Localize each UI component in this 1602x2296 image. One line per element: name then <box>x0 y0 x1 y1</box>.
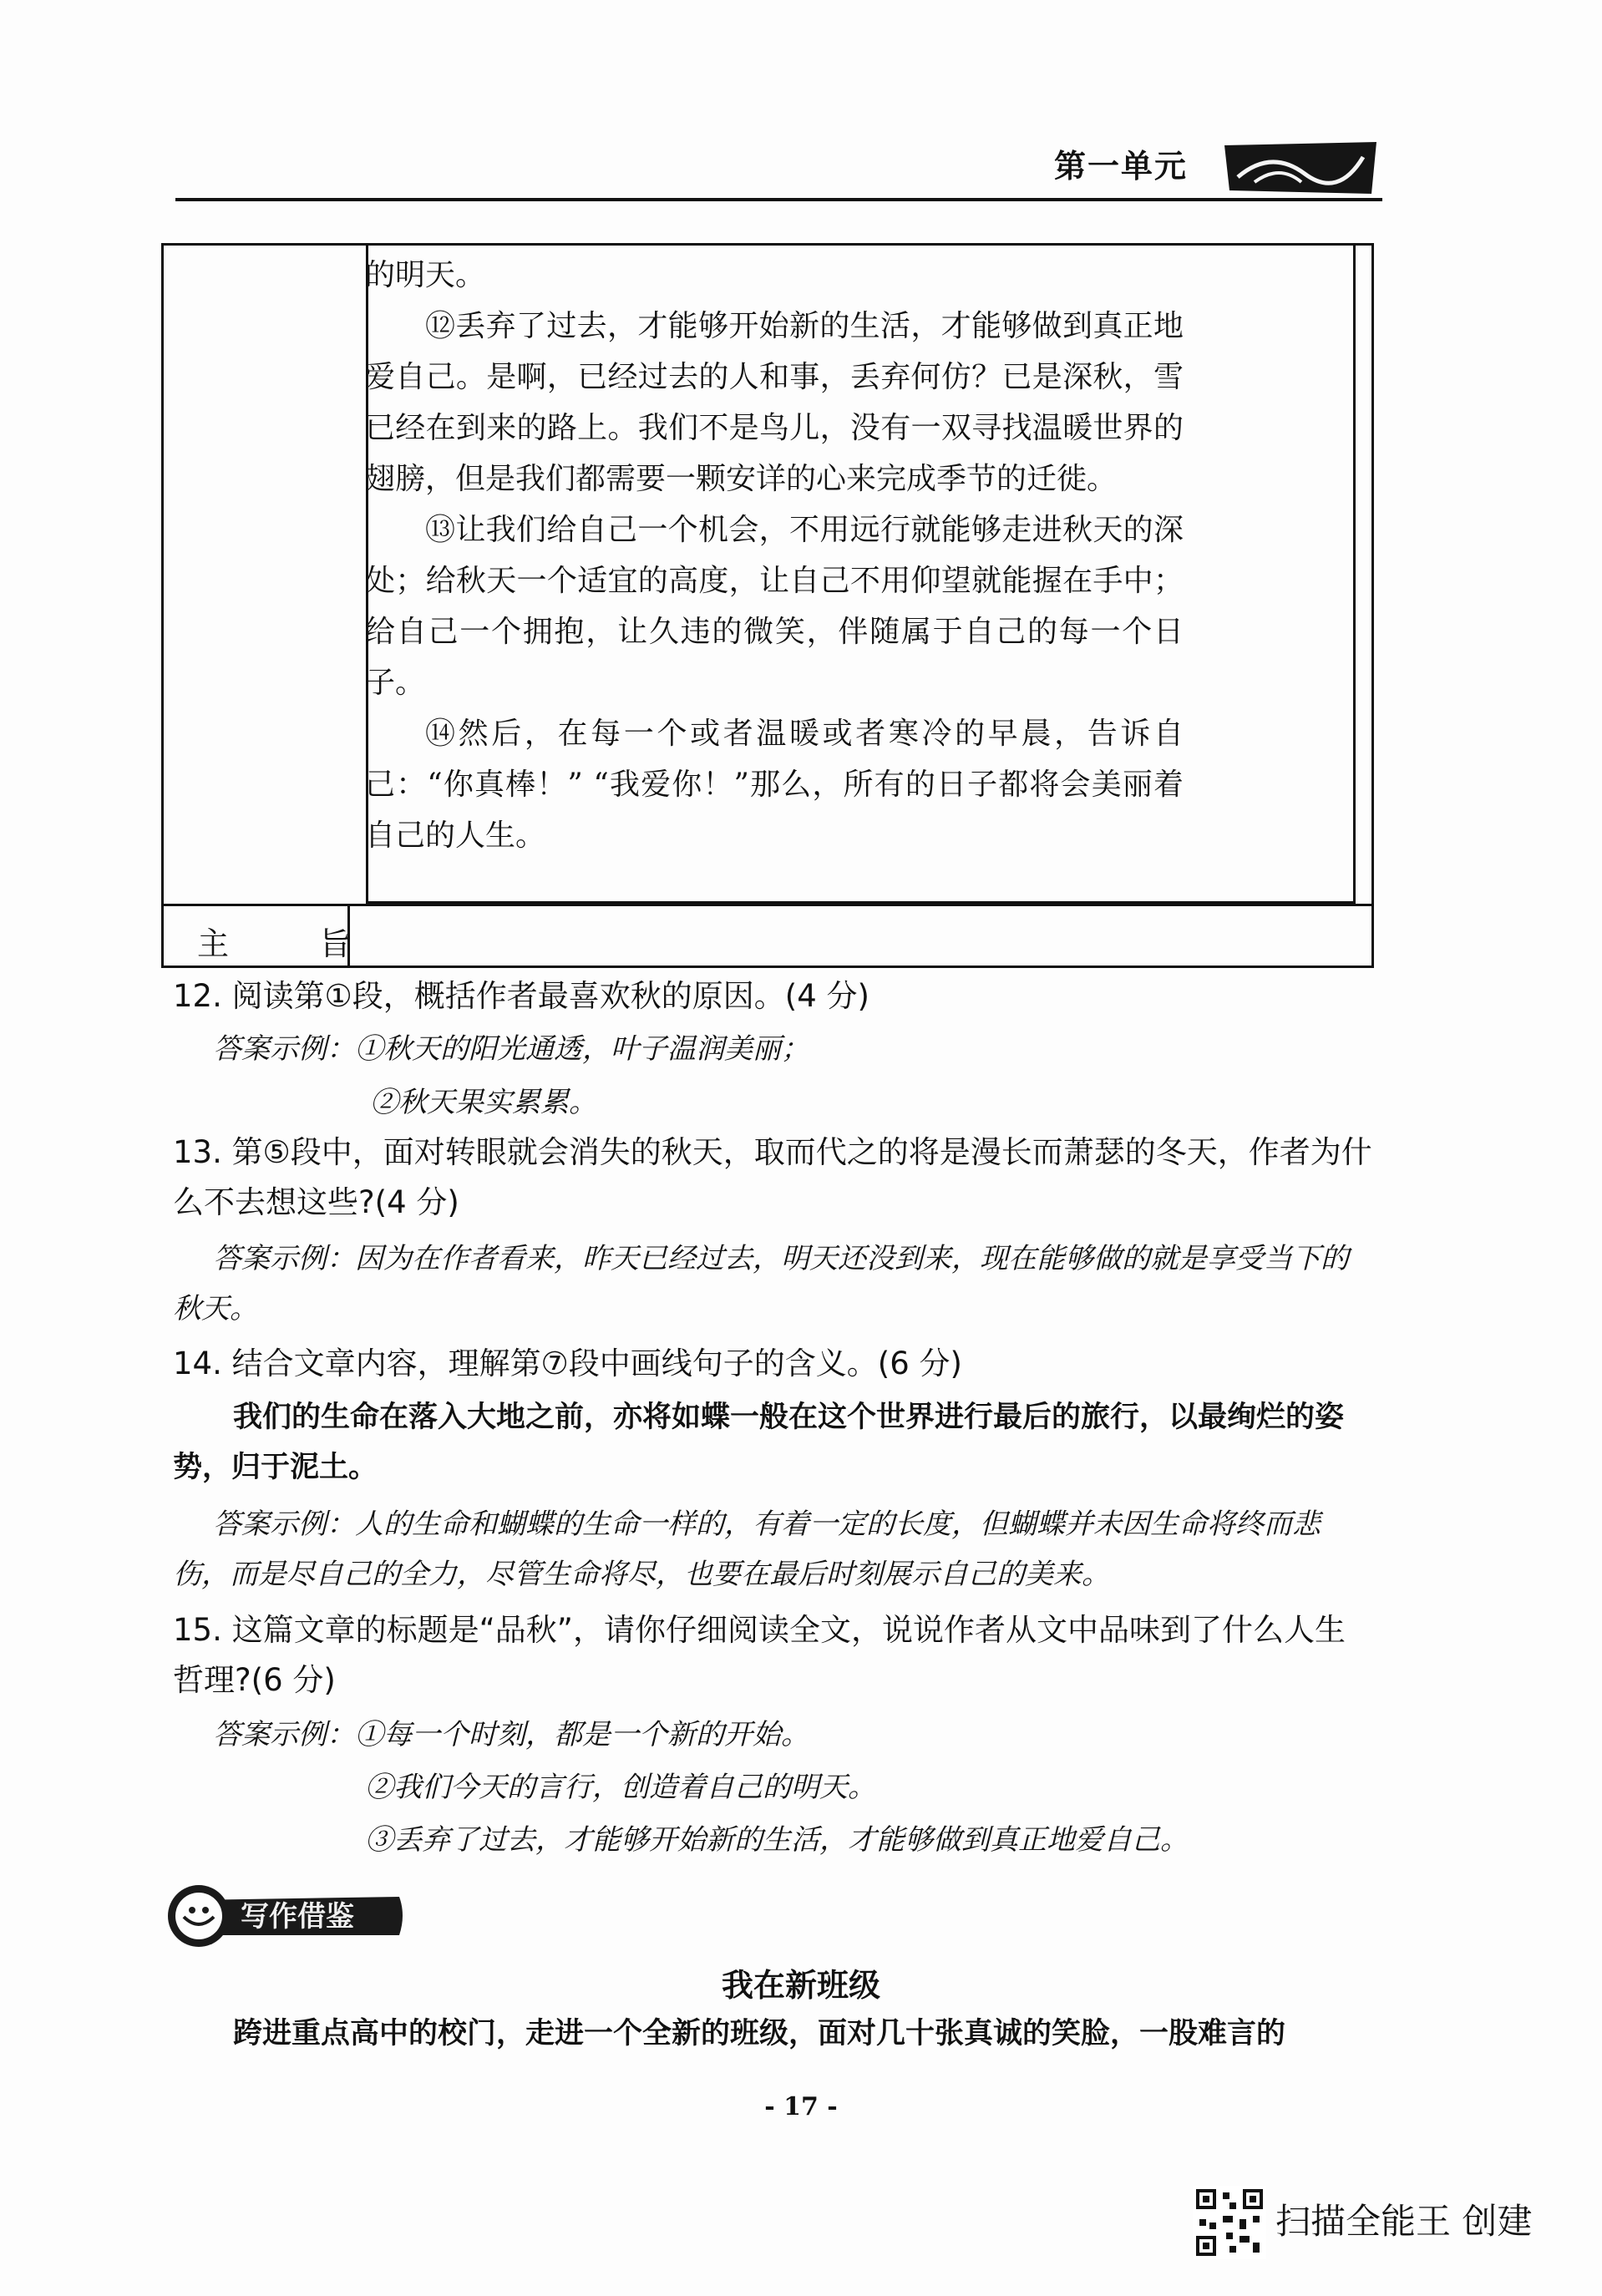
unit-logo-icon <box>1221 140 1380 195</box>
answer-15-1: 答案示例：①每一个时刻，都是一个新的开始。 <box>213 1718 809 1751</box>
section-badge-label: 写作借鉴 <box>241 1900 354 1934</box>
question-14-quote: 我们的生命在落入大地之前，亦将如蝶一般在这个世界进行最后的旅行，以最绚烂的姿势，归于泥土。 <box>173 1400 1345 1484</box>
answer-14: 答案示例：人的生命和蝴蝶的生命一样的，有着一定的长度，但蝴蝶并未因生命将终而悲伤，而是尽自己的全力，尽管生命将尽，也要在最后时刻展示自己的美来。 <box>173 1508 1321 1591</box>
table-divider <box>164 904 1371 906</box>
answer-13: 答案示例：因为在作者看来，昨天已经过去，明天还没到来，现在能够做的就是享受当下的秋天。 <box>173 1242 1349 1325</box>
answer-15-3: ③丢弃了过去，才能够开始新的生活，才能够做到真正地爱自己。 <box>365 1823 1189 1857</box>
writing-section-badge-icon <box>165 1882 408 1950</box>
question-13: 13. 第⑤段中，面对转眼就会消失的秋天，取而代之的将是漫长而萧瑟的冬天，作者为什么不去想这些?(4 分) <box>173 1134 1372 1220</box>
qr-code-icon <box>1193 2186 1266 2259</box>
question-12: 12. 阅读第①段，概括作者最喜欢秋的原因。(4 分) <box>173 978 869 1014</box>
passage-paragraph: ⑭然后，在每一个或者温暖或者寒冷的早晨，告诉自己：“你真棒！” “我爱你！”那么，所有的日子都将会美丽着自己的人生。 <box>365 717 1184 853</box>
essay-title: 我在新班级 <box>721 1967 880 2004</box>
passage-table <box>161 243 1374 968</box>
passage-text <box>365 250 1184 861</box>
question-15: 15. 这篇文章的标题是“品秋”，请你仔细阅读全文，说说作者从文中品味到了什么人生哲理?(6 分) <box>173 1612 1346 1698</box>
zhuzhi-label: 主 旨 <box>197 925 392 962</box>
passage-paragraph: ⑬让我们给自己一个机会，不用远行就能够走进秋天的深处；给秋天一个适宜的高度，让自己不用仰望就能握在手中；给自己一个拥抱，让久违的微笑，伴随属于自己的每一个日子。 <box>365 513 1184 700</box>
page-number: - 17 - <box>764 2092 838 2121</box>
header-divider <box>175 198 1382 201</box>
answer-12-1: 答案示例：①秋天的阳光通透，叶子温润美丽； <box>213 1032 809 1066</box>
passage-paragraph: ⑫丢弃了过去，才能够开始新的生活，才能够做到真正地爱自己。是啊，已经过去的人和事，丢弃何仿？已是深秋，雪已经在到来的路上。我们不是鸟儿，没有一双寻找温暖世界的翅膀，但是我们都需要一颗安详的心来完成季节的迁徙。 <box>365 309 1184 496</box>
passage-paragraph: 的明天。 <box>365 258 486 292</box>
unit-title: 第一单元 <box>1054 148 1189 185</box>
essay-first-line: 跨进重点高中的校门，走进一个全新的班级，面对几十张真诚的笑脸，一股难言的 <box>233 2016 1286 2050</box>
answer-15-2: ②我们今天的言行，创造着自己的明天。 <box>365 1771 876 1804</box>
answer-12-2: ②秋天果实累累。 <box>370 1086 597 1119</box>
question-14: 14. 结合文章内容，理解第⑦段中画线句子的含义。(6 分) <box>173 1346 962 1381</box>
scanner-watermark: 扫描全能王 创建 <box>1275 2201 1533 2242</box>
